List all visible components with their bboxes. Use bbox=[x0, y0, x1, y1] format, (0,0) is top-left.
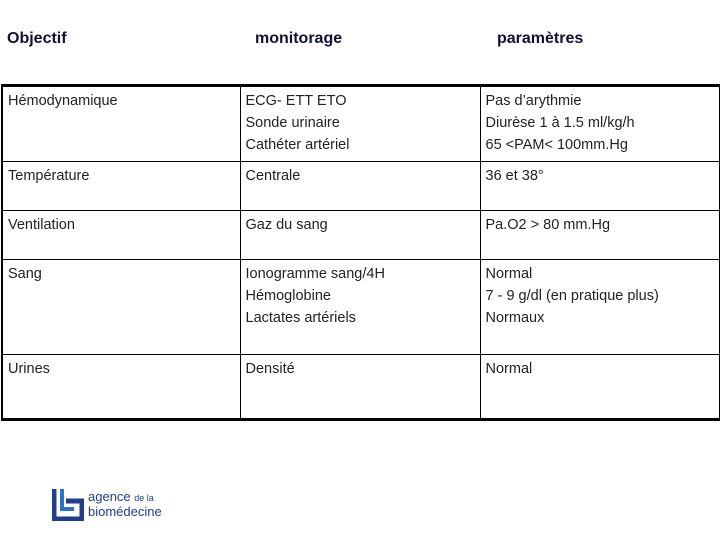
header-objectif: Objectif bbox=[7, 30, 67, 47]
cell-monitorage: Centrale bbox=[240, 162, 480, 211]
cell-parametres: Pas d’arythmie Diurèse 1 à 1.5 ml/kg/h 65 <PAM< 100mm.Hg bbox=[480, 86, 720, 162]
cell-monitorage: Ionogramme sang/4H Hémoglobine Lactates artériels bbox=[240, 260, 480, 355]
logo-line2: biomédecine bbox=[88, 504, 162, 519]
table-row bbox=[2, 211, 720, 260]
cell-objectif: Température bbox=[2, 162, 240, 211]
agence-biomedecine-logo bbox=[52, 486, 182, 526]
cell-objectif: Urines bbox=[2, 355, 240, 420]
monitoring-table bbox=[1, 84, 720, 421]
cell-parametres: Pa.O2 > 80 mm.Hg bbox=[480, 211, 720, 260]
cell-objectif: Hémodynamique bbox=[2, 86, 240, 162]
cell-monitorage: Gaz du sang bbox=[240, 211, 480, 260]
cell-monitorage: Densité bbox=[240, 355, 480, 420]
agency-logo-icon bbox=[52, 487, 84, 521]
cell-objectif: Ventilation bbox=[2, 211, 240, 260]
cell-objectif: Sang bbox=[2, 260, 240, 355]
table-row bbox=[2, 162, 720, 211]
logo-line1: agence bbox=[88, 489, 131, 504]
table-row bbox=[2, 355, 720, 420]
cell-monitorage: ECG- ETT ETO Sonde urinaire Cathéter artériel bbox=[240, 86, 480, 162]
cell-parametres: Normal bbox=[480, 355, 720, 420]
logo-text bbox=[88, 490, 162, 519]
table-row bbox=[2, 260, 720, 355]
cell-parametres: Normal 7 - 9 g/dl (en pratique plus) Normaux bbox=[480, 260, 720, 355]
table-row bbox=[2, 86, 720, 162]
cell-parametres: 36 et 38° bbox=[480, 162, 720, 211]
logo-line1-small: de la bbox=[134, 493, 154, 503]
table-header bbox=[0, 0, 720, 84]
header-parametres: paramètres bbox=[497, 30, 584, 47]
header-monitorage: monitorage bbox=[255, 30, 343, 47]
